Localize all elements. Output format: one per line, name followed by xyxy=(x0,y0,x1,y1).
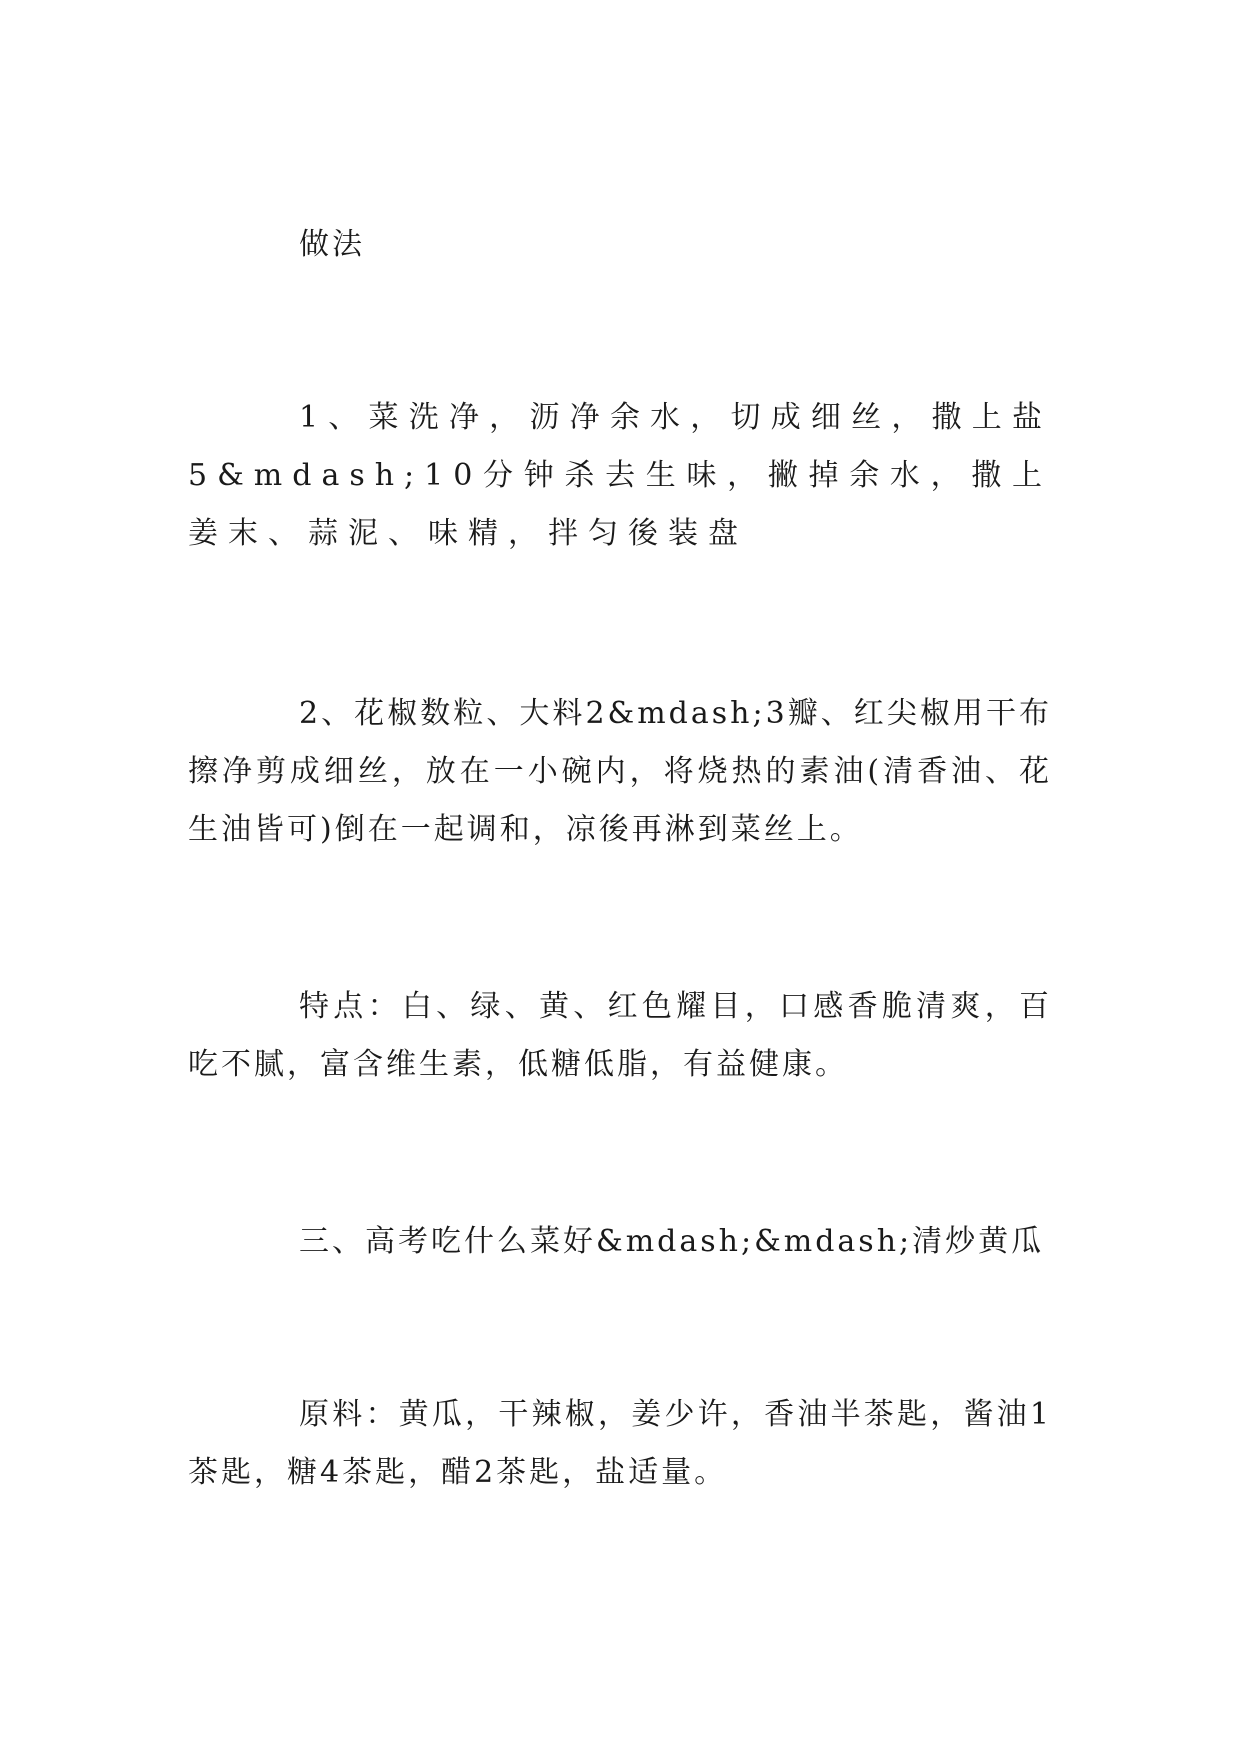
step-2-paragraph: 2、花椒数粒、大料2&mdash;3瓣、红尖椒用干布擦净剪成细丝，放在一小碗内，将烧热的素油(清香油、花生油皆可)倒在一起调和，凉後再淋到菜丝上。 xyxy=(188,696,1052,847)
ingredients-paragraph: 原料：黄瓜，干辣椒，姜少许，香油半茶匙，酱油1茶匙，糖4茶匙，醋2茶匙，盐适量。 xyxy=(188,1397,1052,1490)
features-paragraph: 特点：白、绿、黄、红色耀目，口感香脆清爽，百吃不腻，富含维生素，低糖低脂，有益健康。 xyxy=(188,989,1052,1082)
section-3-title: 三、高考吃什么菜好&mdash;&mdash;清炒黄瓜 xyxy=(299,1224,1045,1259)
step-1-paragraph: 1、菜洗净，沥净余水，切成细丝，撒上盐5&mdash;10分钟杀去生味，撇掉余水，撒上姜末、蒜泥、味精，拌匀後装盘 xyxy=(188,400,1052,551)
method-heading: 做法 xyxy=(299,227,365,262)
